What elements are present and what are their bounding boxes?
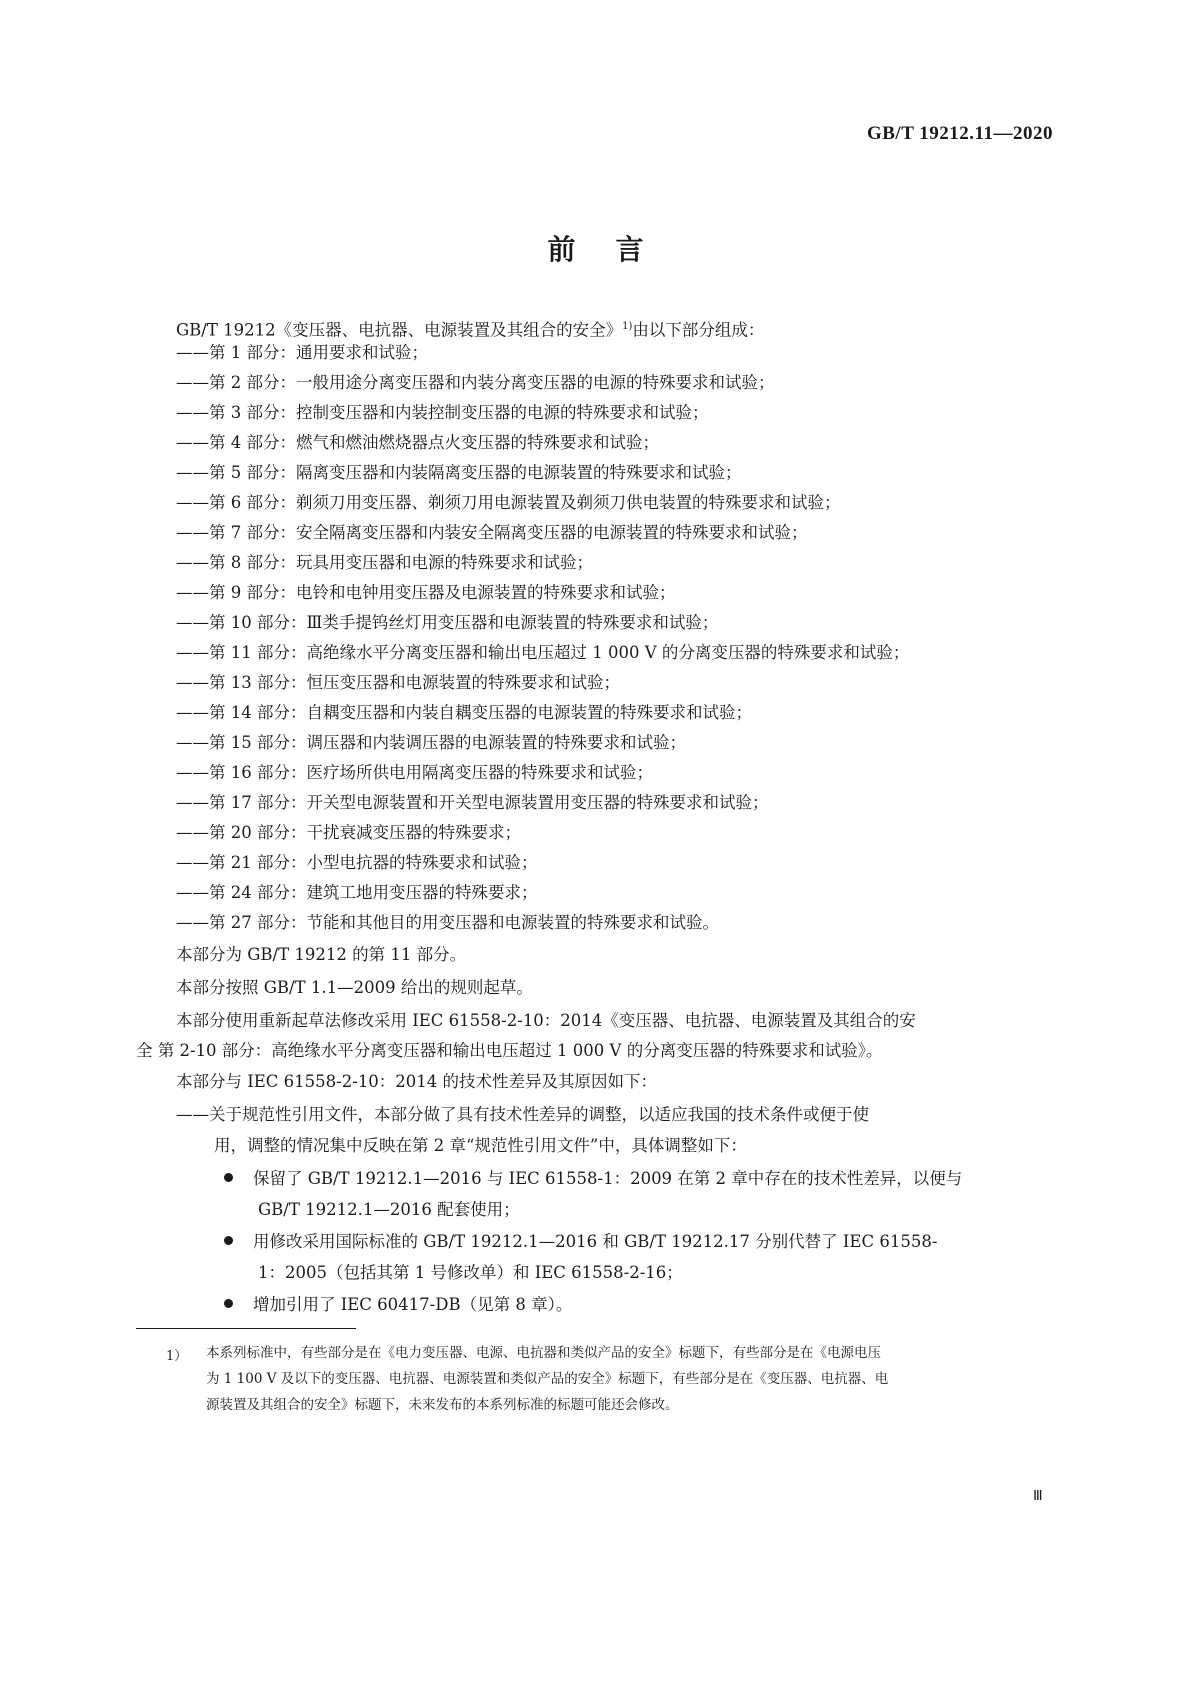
part-item: ——第 11 部分：高绝缘水平分离变压器和输出电压超过 1 000 V 的分离变压器的特殊要求和试验； — [176, 643, 910, 662]
part-item: ——第 27 部分：节能和其他目的用变压器和电源装置的特殊要求和试验。 — [176, 913, 719, 932]
paragraph-continuation: 全 第 2-10 部分：高绝缘水平分离变压器和输出电压超过 1 000 V 的分离变压器的特殊要求和试验》。 — [136, 1041, 883, 1060]
bullet-continuation: GB/T 19212.1—2016 配套使用； — [258, 1200, 520, 1219]
bullet-dot-icon — [224, 1236, 233, 1245]
part-item: ——第 17 部分：开关型电源装置和开关型电源装置用变压器的特殊要求和试验； — [176, 793, 769, 812]
part-item: ——第 5 部分：隔离变压器和内装隔离变压器的电源装置的特殊要求和试验； — [176, 463, 742, 482]
dash-item-continuation: 用，调整的情况集中反映在第 2 章“规范性引用文件”中，具体调整如下： — [214, 1136, 747, 1155]
part-item: ——第 8 部分：玩具用变压器和电源的特殊要求和试验； — [176, 553, 593, 572]
part-item: ——第 4 部分：燃气和燃油燃烧器点火变压器的特殊要求和试验； — [176, 433, 659, 452]
bullet-continuation: 1：2005（包括其第 1 号修改单）和 IEC 61558-2-16； — [258, 1263, 683, 1282]
page-title: 前言 — [547, 233, 684, 266]
bullet-item — [224, 1294, 572, 1316]
part-item: ——第 7 部分：安全隔离变压器和内装安全隔离变压器的电源装置的特殊要求和试验； — [176, 523, 808, 542]
footnote-text: 为 1 100 V 及以下的变压器、电抗器、电源装置和类似产品的安全》标题下，有些部分是在《变压器、电抗器、电 — [206, 1371, 889, 1387]
bullet-dot-icon — [224, 1299, 233, 1308]
part-item: ——第 9 部分：电铃和电钟用变压器及电源装置的特殊要求和试验； — [176, 583, 676, 602]
footnote-text: 本系列标准中，有些部分是在《电力变压器、电源、电抗器和类似产品的安全》标题下，有些部分是在《电源电压 — [206, 1345, 881, 1361]
paragraph: 本部分为 GB/T 19212 的第 11 部分。 — [176, 945, 467, 964]
part-item: ——第 3 部分：控制变压器和内装控制变压器的电源的特殊要求和试验； — [176, 403, 709, 422]
bullet-item — [224, 1231, 937, 1253]
part-item: ——第 10 部分：Ⅲ类手提钨丝灯用变压器和电源装置的特殊要求和试验； — [176, 613, 719, 632]
part-item: ——第 15 部分：调压器和内装调压器的电源装置的特殊要求和试验； — [176, 733, 686, 752]
part-item: ——第 13 部分：恒压变压器和电源装置的特殊要求和试验； — [176, 673, 620, 692]
footnote-divider — [136, 1328, 356, 1329]
page-number: Ⅲ — [1033, 1489, 1043, 1504]
footnote-mark: 1） — [166, 1349, 188, 1364]
part-item: ——第 1 部分：通用要求和试验； — [176, 343, 428, 362]
part-item: ——第 16 部分：医疗场所供电用隔离变压器的特殊要求和试验； — [176, 763, 653, 782]
part-item: ——第 21 部分：小型电抗器的特殊要求和试验； — [176, 853, 538, 872]
bullet-text: 增加引用了 IEC 60417-DB（见第 8 章）。 — [253, 1295, 573, 1314]
paragraph: 本部分使用重新起草法修改采用 IEC 61558-2-10：2014《变压器、电抗器、电源装置及其组合的安 — [176, 1011, 916, 1030]
bullet-item — [224, 1168, 962, 1190]
part-item: ——第 2 部分：一般用途分离变压器和内装分离变压器的电源的特殊要求和试验； — [176, 373, 775, 392]
paragraph: 本部分与 IEC 61558-2-10：2014 的技术性差异及其原因如下： — [176, 1072, 658, 1091]
bullet-text: 保留了 GB/T 19212.1—2016 与 IEC 61558-1：2009 在第 2 章中存在的技术性差异，以便与 — [253, 1169, 963, 1188]
intro-suffix: 由以下部分组成： — [632, 320, 765, 340]
footnote-text: 源装置及其组合的安全》标题下，未来发布的本系列标准的标题可能还会修改。 — [206, 1397, 679, 1413]
part-item: ——第 24 部分：建筑工地用变压器的特殊要求； — [176, 883, 538, 902]
footnote-ref: 1) — [622, 321, 633, 332]
paragraph: 本部分按照 GB/T 1.1—2009 给出的规则起草。 — [176, 978, 533, 997]
dash-item: ——关于规范性引用文件，本部分做了具有技术性差异的调整，以适应我国的技术条件或便于使 — [176, 1105, 869, 1124]
intro-text: GB/T 19212《变压器、电抗器、电源装置及其组合的安全》 — [176, 320, 623, 340]
standard-code: GB/T 19212.11—2020 — [866, 123, 1053, 144]
part-item: ——第 6 部分：剃须刀用变压器、剃须刀用电源装置及剃须刀供电装置的特殊要求和试验； — [176, 493, 841, 512]
part-item: ——第 20 部分：干扰衰减变压器的特殊要求； — [176, 823, 521, 842]
intro-line — [176, 316, 764, 342]
bullet-text: 用修改采用国际标准的 GB/T 19212.1—2016 和 GB/T 19212.17 分别代替了 IEC 61558- — [253, 1232, 938, 1251]
bullet-dot-icon — [224, 1173, 233, 1182]
part-item: ——第 14 部分：自耦变压器和内装自耦变压器的电源装置的特殊要求和试验； — [176, 703, 752, 722]
